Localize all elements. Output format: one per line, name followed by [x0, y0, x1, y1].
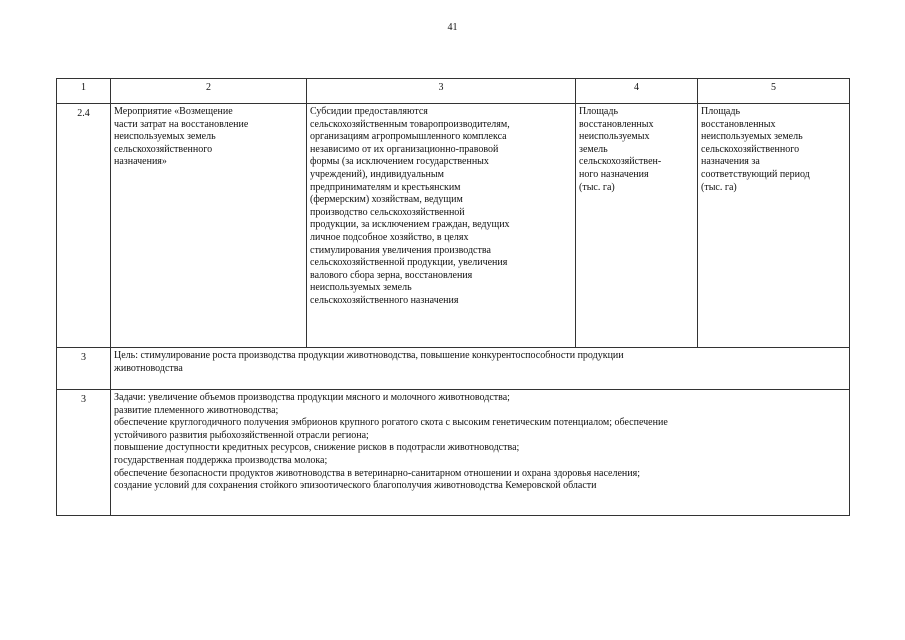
page-number: 41: [447, 22, 458, 33]
indicator-cell: Площадь восстановленных неиспользуемых земель сельскохозяйствен- ного назначения (тыс. га): [576, 104, 698, 348]
measure-description-cell: Субсидии предоставляются сельскохозяйственным товаропроизводителям, организациям агропромышленного комплекса независимо от их организационно-правовой формы (за исключением государственных учреждений), индивидуальным предпринимателям и крестьянским (фермерским) хозяйствам, ведущим производство сельскохозяйственной продукции, за исключением граждан, ведущих личное подсобное хозяйство, в целях стимулирования увеличения производства сельскохозяйственной продукции, увеличения валового сбора зерна, восстановления неиспользуемых земель сельскохозяйственного назначения: [307, 104, 576, 348]
header-col-2: 2: [111, 79, 307, 104]
row-code: 3: [57, 390, 111, 516]
header-col-4: 4: [576, 79, 698, 104]
table-row-measure: [57, 104, 850, 348]
header-col-1: 1: [57, 79, 111, 104]
table-row-tasks: [57, 390, 850, 516]
program-table: [56, 78, 850, 516]
header-row: [57, 79, 850, 104]
tasks-text: Задачи: увеличение объемов производства продукции мясного и молочного животноводства; развитие племенного животноводства; обеспечение круглогодичного получения эмбрионов крупного рогатого скота с высоким генетическим потенциалом; обеспечение устойчивого развития рыбохозяйственной отрасли региона; повышение доступности кредитных ресурсов, снижение рисков в подотрасли животноводства; государственная поддержка производства молока; обеспечение безопасности продуктов животноводства в ветеринарно-санитарном отношении и охрана здоровья населения; создание условий для сохранения стойкого эпизоотического благополучия животноводства Кемеровской области: [111, 390, 850, 516]
goal-text: Цель: стимулирование роста производства продукции животноводства, повышение конкурентоспособности продукции животноводства: [111, 348, 850, 390]
header-col-3: 3: [307, 79, 576, 104]
row-code: 2.4: [57, 104, 111, 348]
indicator-period-cell: Площадь восстановленных неиспользуемых земель сельскохозяйственного назначения за соответствующий период (тыс. га): [698, 104, 850, 348]
header-col-5: 5: [698, 79, 850, 104]
row-code: 3: [57, 348, 111, 390]
table-row-goal: [57, 348, 850, 390]
measure-name-cell: Мероприятие «Возмещение части затрат на восстановление неиспользуемых земель сельскохозяйственного назначения»: [111, 104, 307, 348]
